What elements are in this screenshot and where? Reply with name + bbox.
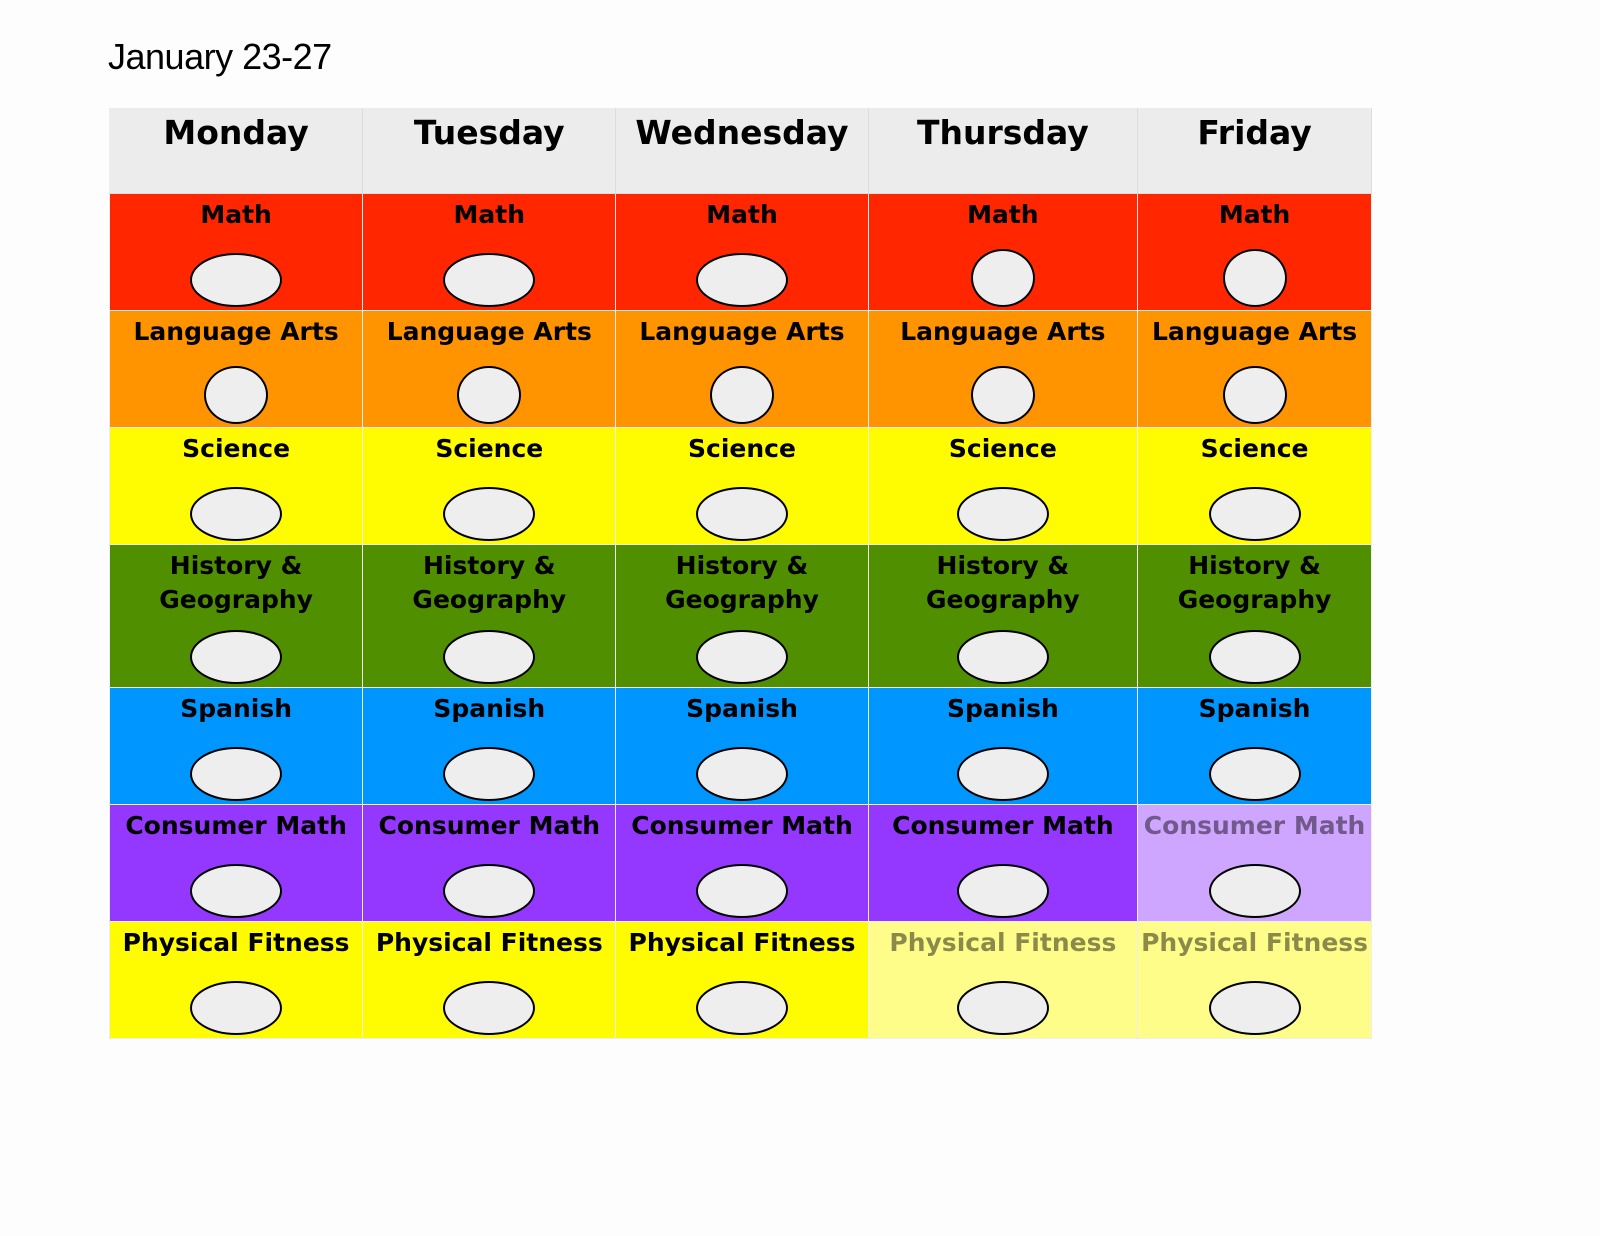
schedule-cell <box>363 922 616 1039</box>
subject-label: History & Geography <box>412 551 567 614</box>
checkoff-circle[interactable] <box>443 253 535 307</box>
day-header: Monday <box>110 109 363 194</box>
schedule-cell <box>1138 805 1372 922</box>
checkoff-circle[interactable] <box>443 630 535 684</box>
subject-label: Physical Fitness <box>628 928 856 957</box>
subject-label: Language Arts <box>639 317 845 346</box>
subject-label: History & Geography <box>665 551 819 614</box>
schedule-cell <box>363 805 616 922</box>
subject-label: Consumer Math <box>1143 811 1366 840</box>
schedule-cell <box>110 545 363 688</box>
subject-label: Language Arts <box>900 317 1106 346</box>
schedule-cell <box>1138 428 1372 545</box>
subject-row <box>110 194 1372 311</box>
subject-label: Spanish <box>686 694 798 723</box>
checkoff-circle[interactable] <box>1209 981 1301 1035</box>
subject-label: Science <box>182 434 291 463</box>
weekly-schedule-table <box>109 108 1372 1039</box>
schedule-cell <box>110 805 363 922</box>
subject-label: Physical Fitness <box>375 928 603 957</box>
schedule-cell <box>110 194 363 311</box>
subject-label: Math <box>706 200 778 229</box>
schedule-cell <box>1138 194 1372 311</box>
subject-label: Spanish <box>180 694 293 723</box>
checkoff-circle[interactable] <box>957 864 1049 918</box>
schedule-body <box>110 194 1372 1039</box>
schedule-cell <box>1138 688 1372 805</box>
subject-label: Consumer Math <box>631 811 853 840</box>
checkoff-circle[interactable] <box>457 366 521 424</box>
schedule-cell <box>1138 922 1372 1039</box>
checkoff-circle[interactable] <box>696 630 788 684</box>
checkoff-circle[interactable] <box>710 366 774 424</box>
schedule-cell <box>868 311 1138 428</box>
checkoff-circle[interactable] <box>971 366 1035 424</box>
schedule-cell <box>616 922 868 1039</box>
schedule-cell <box>363 194 616 311</box>
day-header: Tuesday <box>363 109 616 194</box>
schedule-cell <box>110 311 363 428</box>
schedule-cell <box>110 922 363 1039</box>
schedule-cell <box>616 805 868 922</box>
subject-label: Spanish <box>433 694 546 723</box>
checkoff-circle[interactable] <box>696 747 788 801</box>
schedule-cell <box>868 805 1138 922</box>
subject-label: Language Arts <box>386 317 592 346</box>
subject-label: History & Geography <box>1177 551 1332 614</box>
schedule-cell <box>616 428 868 545</box>
checkoff-circle[interactable] <box>190 864 282 918</box>
subject-label: Physical Fitness <box>889 928 1117 957</box>
checkoff-circle[interactable] <box>443 487 535 541</box>
subject-row <box>110 545 1372 688</box>
schedule-cell <box>616 545 868 688</box>
schedule-cell <box>868 194 1138 311</box>
subject-label: Math <box>453 200 526 229</box>
day-header: Wednesday <box>616 109 868 194</box>
checkoff-circle[interactable] <box>190 253 282 307</box>
subject-label: Spanish <box>1198 694 1311 723</box>
checkoff-circle[interactable] <box>957 487 1049 541</box>
subject-label: Consumer Math <box>125 811 347 840</box>
checkoff-circle[interactable] <box>1209 864 1301 918</box>
schedule-cell <box>868 922 1138 1039</box>
checkoff-circle[interactable] <box>1209 630 1301 684</box>
checkoff-circle[interactable] <box>190 747 282 801</box>
schedule-cell <box>868 545 1138 688</box>
subject-label: Language Arts <box>1151 317 1358 346</box>
checkoff-circle[interactable] <box>1209 487 1301 541</box>
subject-label: Math <box>200 200 272 229</box>
checkoff-circle[interactable] <box>443 864 535 918</box>
schedule-cell <box>1138 311 1372 428</box>
schedule-cell <box>868 688 1138 805</box>
checkoff-circle[interactable] <box>696 253 788 307</box>
schedule-cell <box>363 428 616 545</box>
checkoff-circle[interactable] <box>696 487 788 541</box>
subject-label: Math <box>967 200 1039 229</box>
day-header: Friday <box>1138 109 1372 194</box>
schedule-cell <box>868 428 1138 545</box>
subject-row <box>110 311 1372 428</box>
checkoff-circle[interactable] <box>190 630 282 684</box>
checkoff-circle[interactable] <box>443 747 535 801</box>
subject-label: Math <box>1218 200 1291 229</box>
checkoff-circle[interactable] <box>443 981 535 1035</box>
checkoff-circle[interactable] <box>204 366 268 424</box>
subject-label: Language Arts <box>133 317 339 346</box>
schedule-cell <box>363 311 616 428</box>
subject-label: Consumer Math <box>378 811 601 840</box>
schedule-cell <box>363 688 616 805</box>
subject-row <box>110 922 1372 1039</box>
subject-row <box>110 805 1372 922</box>
schedule-cell <box>616 688 868 805</box>
subject-label: Spanish <box>946 694 1059 723</box>
schedule-cell <box>110 688 363 805</box>
subject-row <box>110 428 1372 545</box>
subject-label: Physical Fitness <box>122 928 350 957</box>
schedule-cell <box>616 311 868 428</box>
day-header: Thursday <box>868 109 1138 194</box>
checkoff-circle[interactable] <box>190 981 282 1035</box>
checkoff-circle[interactable] <box>957 747 1049 801</box>
subject-label: History & Geography <box>925 551 1080 614</box>
subject-label: Science <box>688 434 796 463</box>
checkoff-circle[interactable] <box>696 981 788 1035</box>
subject-label: Physical Fitness <box>1141 928 1369 957</box>
checkoff-circle[interactable] <box>1223 249 1287 307</box>
checkoff-circle[interactable] <box>957 630 1049 684</box>
subject-label: Science <box>948 434 1057 463</box>
subject-row <box>110 688 1372 805</box>
subject-label: Science <box>1200 434 1309 463</box>
subject-label: Consumer Math <box>892 811 1114 840</box>
schedule-cell <box>363 545 616 688</box>
schedule-cell <box>616 194 868 311</box>
checkoff-circle[interactable] <box>957 981 1049 1035</box>
schedule-cell <box>110 428 363 545</box>
schedule-cell <box>1138 545 1372 688</box>
subject-label: History & Geography <box>159 551 313 614</box>
page-title: January 23-27 <box>108 36 332 77</box>
checkoff-circle[interactable] <box>1223 366 1287 424</box>
checkoff-circle[interactable] <box>971 249 1035 307</box>
subject-label: Science <box>435 434 544 463</box>
checkoff-circle[interactable] <box>190 487 282 541</box>
checkoff-circle[interactable] <box>1209 747 1301 801</box>
checkoff-circle[interactable] <box>696 864 788 918</box>
day-header-row <box>110 109 1372 194</box>
